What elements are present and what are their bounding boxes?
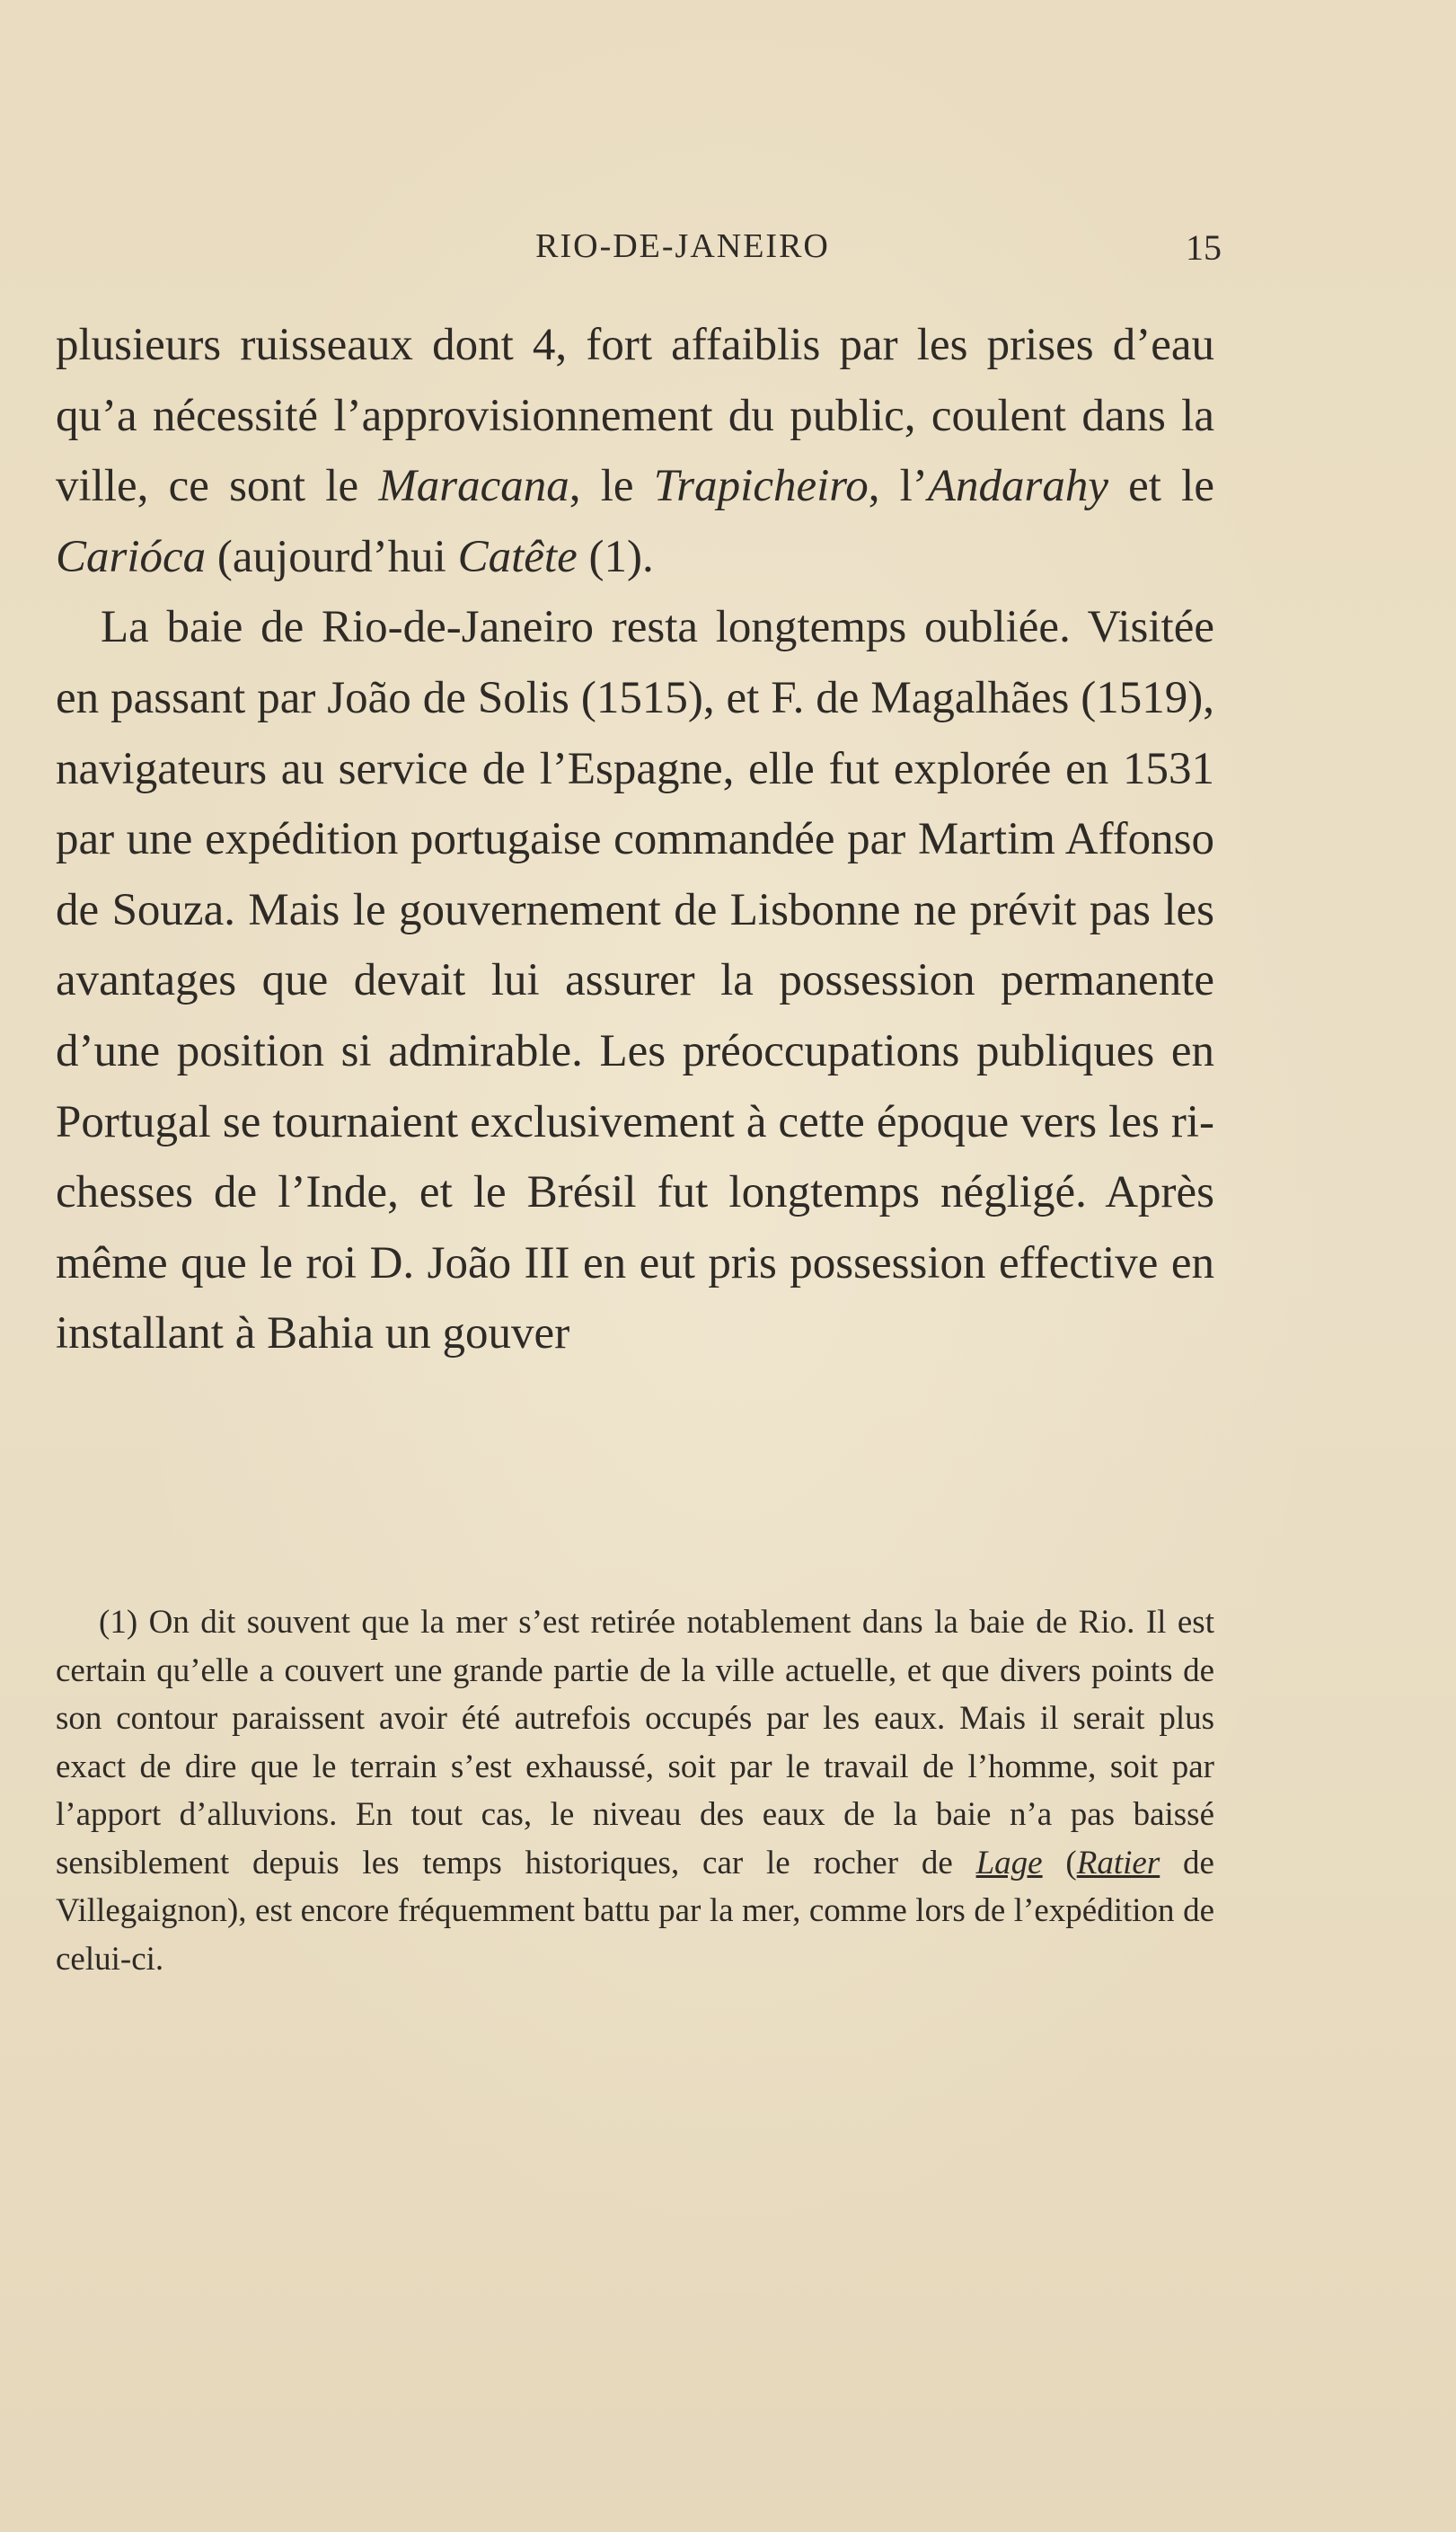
italic-term: Andarahy bbox=[927, 461, 1108, 512]
page-number: 15 bbox=[1186, 227, 1222, 268]
paragraph-2: La baie de Rio-de-Janeiro resta longtemps oubliée. Visitée en passant par João de Solis (1515), et F. de Magalhães (1519), navigateurs au service de l’Espagne, elle fut explorée en 1531 par une expédition portugaise commandée par Martim Affonso de Souza. Mais le gouvernement de Lisbonne ne prévit pas les avantages que devait lui assurer la possession permanente d’une position si admirable. Les préoccupations publiques en Portugal se tournaient exclusivement à cette époque vers les richesses de l’Inde, et le Brésil fut longtemps négligé. Après même que le roi D. João III en eut pris possession effective en installant à Bahia un gouver bbox=[56, 602, 1214, 1359]
italic-term: Lage bbox=[975, 1844, 1043, 1881]
footnote bbox=[56, 1598, 1214, 1983]
italic-term: Carióca bbox=[56, 531, 207, 582]
running-title: RIO-DE-JANEIRO bbox=[535, 227, 830, 265]
italic-term: Trapicheiro bbox=[653, 461, 869, 512]
italic-term: Ratier bbox=[1076, 1844, 1160, 1881]
footnote-text: (1) On dit souvent que la mer s’est retirée notablement dans la baie de Rio. Il est certain qu’elle a couvert une grande partie de la ville actuelle, et que divers points de son contour paraissent avoir été autrefois occupés par les eaux. Mais il serait plus exact de dire que le terrain s’est exhaussé, soit par le travail de l’homme, soit par l’apport d’alluvions. En tout cas, le niveau des eaux de la baie n’a pas baissé sensiblement depuis les temps historiques, car le rocher de Lage (Ratier de Villegaignon), est encore fréquemment battu par la mer, comme lors de l’expédition de celui-ci. bbox=[56, 1604, 1214, 1978]
italic-term: Catête bbox=[457, 531, 578, 582]
running-head bbox=[54, 226, 1222, 271]
paragraph-1: plusieurs ruisseaux dont 4, fort affaiblis par les prises d’eau qu’a nécessité l’approvisionnement du public, coulent dans la ville, ce sont le Maracana, le Trapicheiro, l’Andarahy et le Carióca (aujourd’hui Catête (1). bbox=[56, 320, 1214, 582]
body-text bbox=[56, 310, 1214, 1369]
italic-term: Maracana bbox=[378, 461, 569, 512]
